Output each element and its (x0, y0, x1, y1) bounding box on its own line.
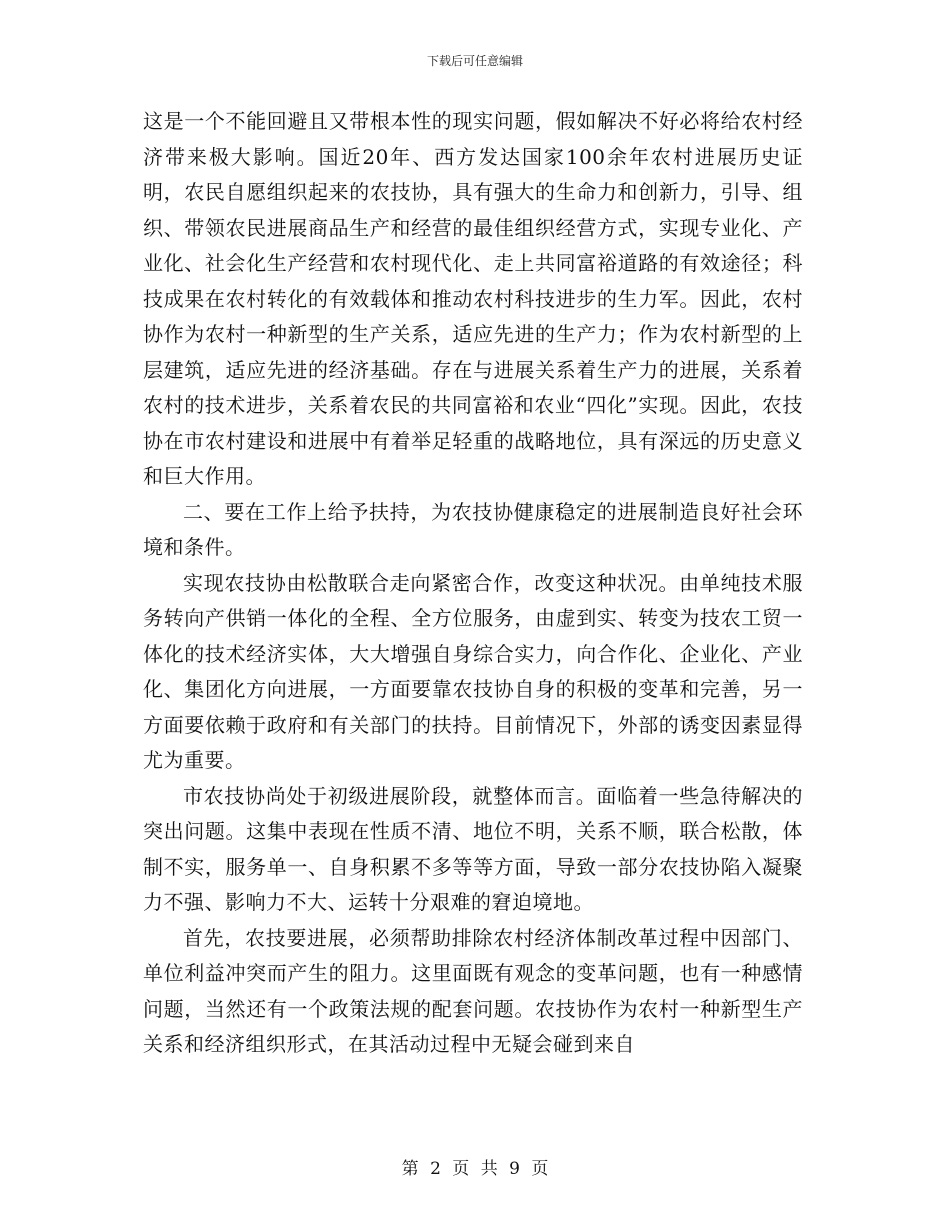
paragraph-2: 二、要在工作上给予扶持，为农技协健康稳定的进展制造良好社会环境和条件。 (143, 499, 803, 559)
document-body (143, 104, 803, 1063)
page-footer: 第 2 页 共 9 页 (401, 1159, 549, 1179)
paragraph-4: 市农技协尚处于初级进展阶段，就整体而言。面临着一些急待解决的突出问题。这集中表现在性质不清、地位不明，关系不顺，联合松散，体制不实，服务单一、自身积累不多等等方面，导致一部分农技协陷入凝聚力不强、影响力不大、运转十分艰难的窘迫境地。 (143, 783, 803, 914)
page-header: 下载后可任意编辑 (426, 54, 523, 68)
paragraph-3: 实现农技协由松散联合走向紧密合作，改变这种状况。由单纯技术服务转向产供销一体化的全程、全方位服务，由虚到实、转变为技农工贸一体化的技术经济实体，大大增强自身综合实力，向合作化、企业化、产业化、集团化方向进展，一方面要靠农技协自身的积极的变革和完善，另一方面要依赖于政府和有关部门的扶持。目前情况下，外部的诱变因素显得尤为重要。 (143, 570, 803, 772)
paragraph-1: 这是一个不能回避且又带根本性的现实问题，假如解决不好必将给农村经济带来极大影响。国近20年、西方发达国家100余年农村进展历史证明，农民自愿组织起来的农技协，具有强大的生命力和创新力，引导、组织、带领农民进展商品生产和经营的最佳组织经营方式，实现专业化、产业化、社会化生产经营和农村现代化、走上共同富裕道路的有效途径；科技成果在农村转化的有效载体和推动农村科技进步的生力军。因此，农村协作为农村一种新型的生产关系，适应先进的生产力；作为农村新型的上层建筑，适应先进的经济基础。存在与进展关系着生产力的进展，关系着农村的技术进步，关系着农民的共同富裕和农业“四化”实现。因此，农技协在市农村建设和进展中有着举足轻重的战略地位，具有深远的历史意义和巨大作用。 (143, 109, 803, 488)
paragraph-5: 首先，农技要进展，必须帮助排除农村经济体制改革过程中因部门、单位利益冲突而产生的阻力。这里面既有观念的变革问题，也有一种感情问题，当然还有一个政策法规的配套问题。农技协作为农村一种新型生产关系和经济组织形式，在其活动过程中无疑会碰到来自 (143, 925, 803, 1056)
